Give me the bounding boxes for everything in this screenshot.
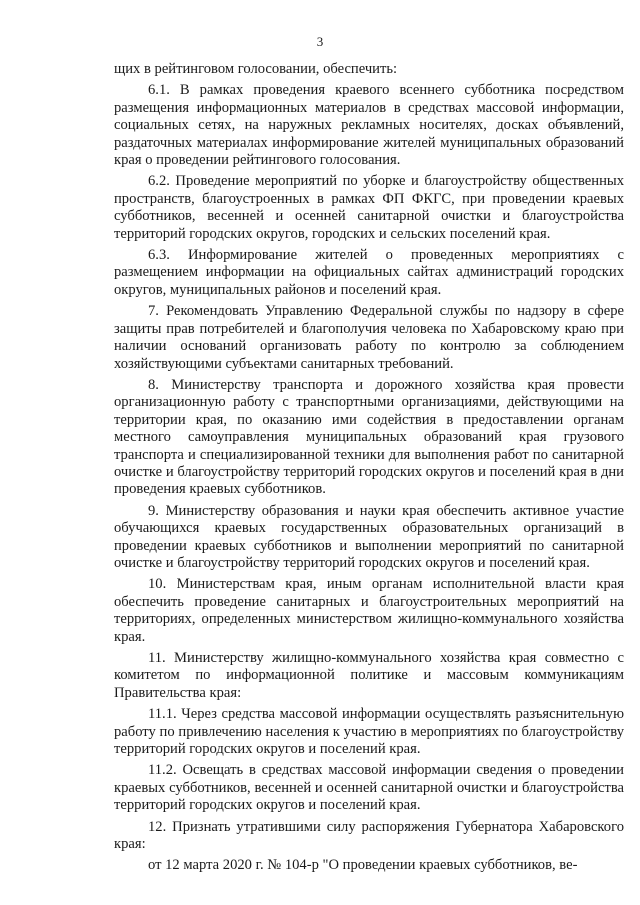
paragraph: 6.3. Информирование жителей о проведенных мероприятиях с размещением информации на официальных сайтах администраций городских округов, муниципальных районов и поселений края. (114, 247, 624, 298)
paragraph: 7. Рекомендовать Управлению Федеральной службы по надзору в сфере защиты прав потребителей и благополучия человека по Хабаровскому краю при наличии оснований организовать работу по контролю за соблюдением хозяйствующими субъектами санитарных требований. (114, 303, 624, 372)
document-body (114, 61, 624, 879)
paragraph: 6.1. В рамках проведения краевого всеннего субботника посредством размещения информационных материалов в средствах массовой информации, социальных сетях, на наружных рекламных носителях, досках объявлений, раздаточных материалах информирование жителей муниципальных образований края о проведении рейтингового голосования. (114, 82, 624, 169)
paragraph: щих в рейтинговом голосовании, обеспечить: (114, 61, 398, 77)
paragraph: от 12 марта 2020 г. № 104-р "О проведении краевых субботников, ве- (148, 857, 578, 874)
paragraph: 9. Министерству образования и науки края обеспечить активное участие обучающихся краевых государственных образовательных организаций в проведении краевых субботников и выполнении мероприятий по санитарной очистке и благоустройству территорий городских округов и поселений края. (114, 502, 624, 571)
paragraph: 11. Министерству жилищно-коммунального хозяйства края совместно с комитетом по информационной политике и массовым коммуникациям Правительства края: (114, 650, 624, 701)
paragraph: 8. Министерству транспорта и дорожного хозяйства края провести организационную работу с транспортными организациями, действующими на территории края, по оказанию ими содействия в предоставлении органам местного самоуправления муниципальных образований края грузового транспорта и специализированной техники для выполнения работ по санитарной очистке и благоустройству территорий городских округов и поселений края в дни проведения краевых субботников. (114, 376, 624, 498)
paragraph: 12. Признать утратившими силу распоряжения Губернатора Хабаровского края: (114, 818, 624, 853)
paragraph: 10. Министерствам края, иным органам исполнительной власти края обеспечить проведение санитарных и благоустроительных мероприятий на территориях, определенных министерством жилищно-коммунального хозяйства края. (114, 576, 624, 645)
paragraph: 6.2. Проведение мероприятий по уборке и благоустройству общественных пространств, благоустроенных в рамках ФП ФКГС, при проведении краевых субботников, весенней и осенней санитарной очистки и благоустройства территорий городских округов, городских и сельских поселений края. (114, 173, 624, 242)
paragraph: 11.1. Через средства массовой информации осуществлять разъяснительную работу по привлечению населения к участию в мероприятиях по благоустройству территорий городских округов и поселений края. (114, 706, 624, 758)
paragraph: 11.2. Освещать в средствах массовой информации сведения о проведении краевых субботников, весенней и осенней санитарной очистки и благоустройства территорий городских округов и поселений края. (114, 762, 624, 814)
page-number: 3 (316, 34, 324, 49)
